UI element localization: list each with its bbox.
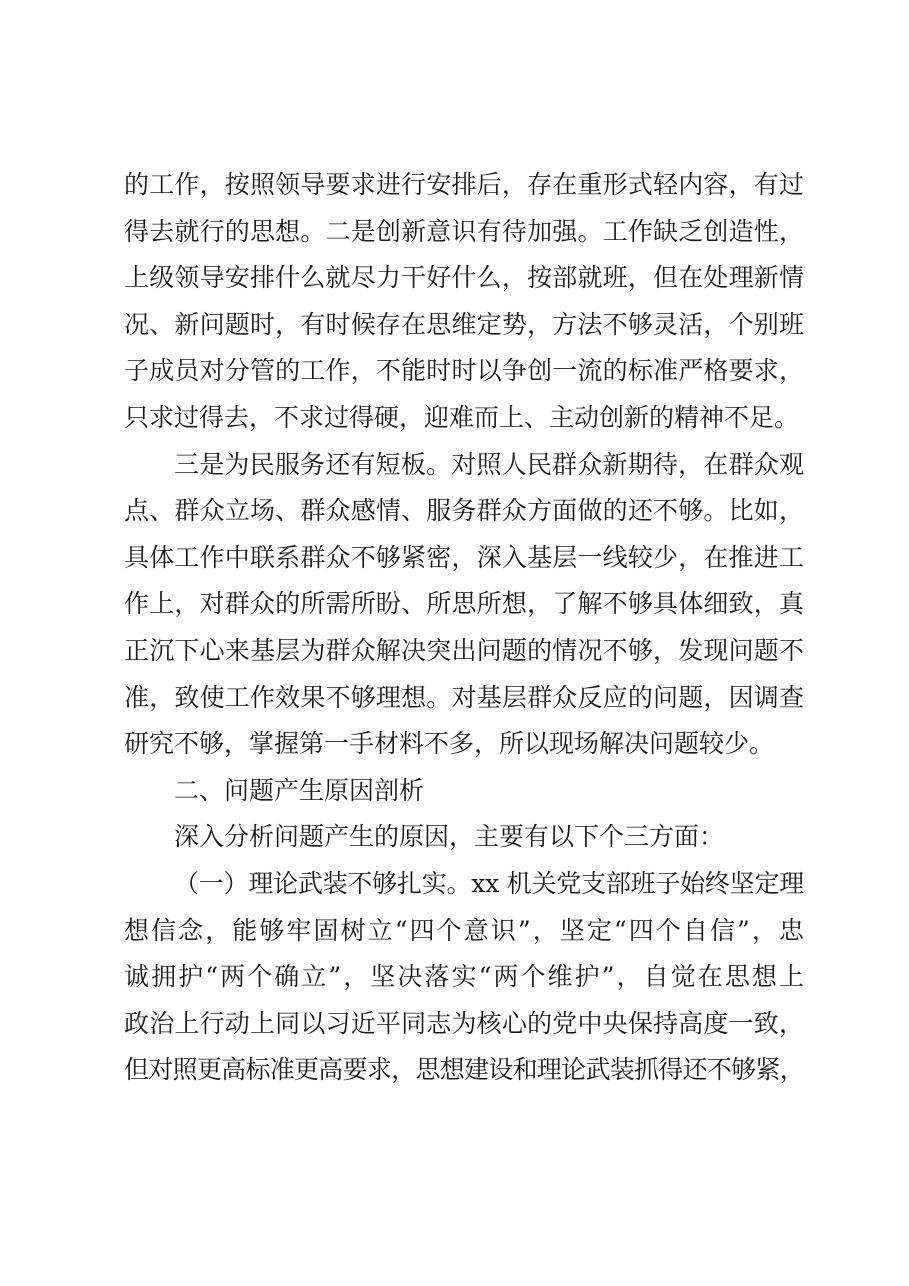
text-line: 子成员对分管的工作，不能时时以争创一流的标准严格要求， bbox=[124, 356, 804, 386]
paragraph-continued bbox=[124, 162, 804, 442]
text-line: 诚拥护“两个确立”，坚决落实“两个维护”，自觉在思想上 bbox=[124, 962, 804, 992]
paragraph-service-shortcomings bbox=[124, 442, 804, 768]
text-line: 政治上行动上同以习近平同志为核心的党中央保持高度一致， bbox=[124, 1008, 804, 1038]
section-heading bbox=[124, 768, 804, 815]
text-line: 上级领导安排什么就尽力干好什么，按部就班，但在处理新情 bbox=[124, 263, 804, 293]
document-body bbox=[124, 162, 804, 1094]
text-line: 深入分析问题产生的原因，主要有以下个三方面： bbox=[174, 822, 725, 852]
text-line: 的工作，按照领导要求进行安排后，存在重形式轻内容，有过 bbox=[124, 170, 804, 199]
text-line: 正沉下心来基层为群众解决突出问题的情况不够，发现问题不 bbox=[124, 635, 804, 665]
text-line: 具体工作中联系群众不够紧密，深入基层一线较少，在推进工 bbox=[124, 542, 804, 572]
text-line: 准，致使工作效果不够理想。对基层群众反应的问题，因调查 bbox=[124, 682, 804, 712]
paragraph-theory bbox=[124, 861, 804, 1094]
text-line: 研究不够，掌握第一手材料不多，所以现场解决问题较少。 bbox=[124, 729, 775, 759]
text-line: 得去就行的思想。二是创新意识有待加强。工作缺乏创造性， bbox=[124, 216, 804, 246]
text-line: 况、新问题时，有时候存在思维定势，方法不够灵活，个别班 bbox=[124, 309, 804, 339]
text-line: 作上，对群众的所需所盼、所思所想，了解不够具体细致，真 bbox=[124, 589, 804, 619]
text-line: 点、群众立场、群众感情、服务群众方面做的还不够。比如， bbox=[124, 496, 804, 526]
paragraph-intro bbox=[124, 814, 804, 861]
text-line: 只求过得去，不求过得硬，迎难而上、主动创新的精神不足。 bbox=[124, 402, 800, 432]
text-line: 三是为民服务还有短板。对照人民群众新期待，在群众观 bbox=[174, 449, 804, 479]
section-heading-text: 二、问题产生原因剖析 bbox=[174, 775, 425, 805]
text-line: （一）理论武装不够扎实。xx 机关党支部班子始终坚定理 bbox=[174, 868, 804, 898]
text-line: 但对照更高标准更高要求，思想建设和理论武装抓得还不够紧， bbox=[124, 1055, 804, 1085]
text-line: 想信念，能够牢固树立“四个意识”，坚定“四个自信”，忠 bbox=[124, 915, 804, 945]
